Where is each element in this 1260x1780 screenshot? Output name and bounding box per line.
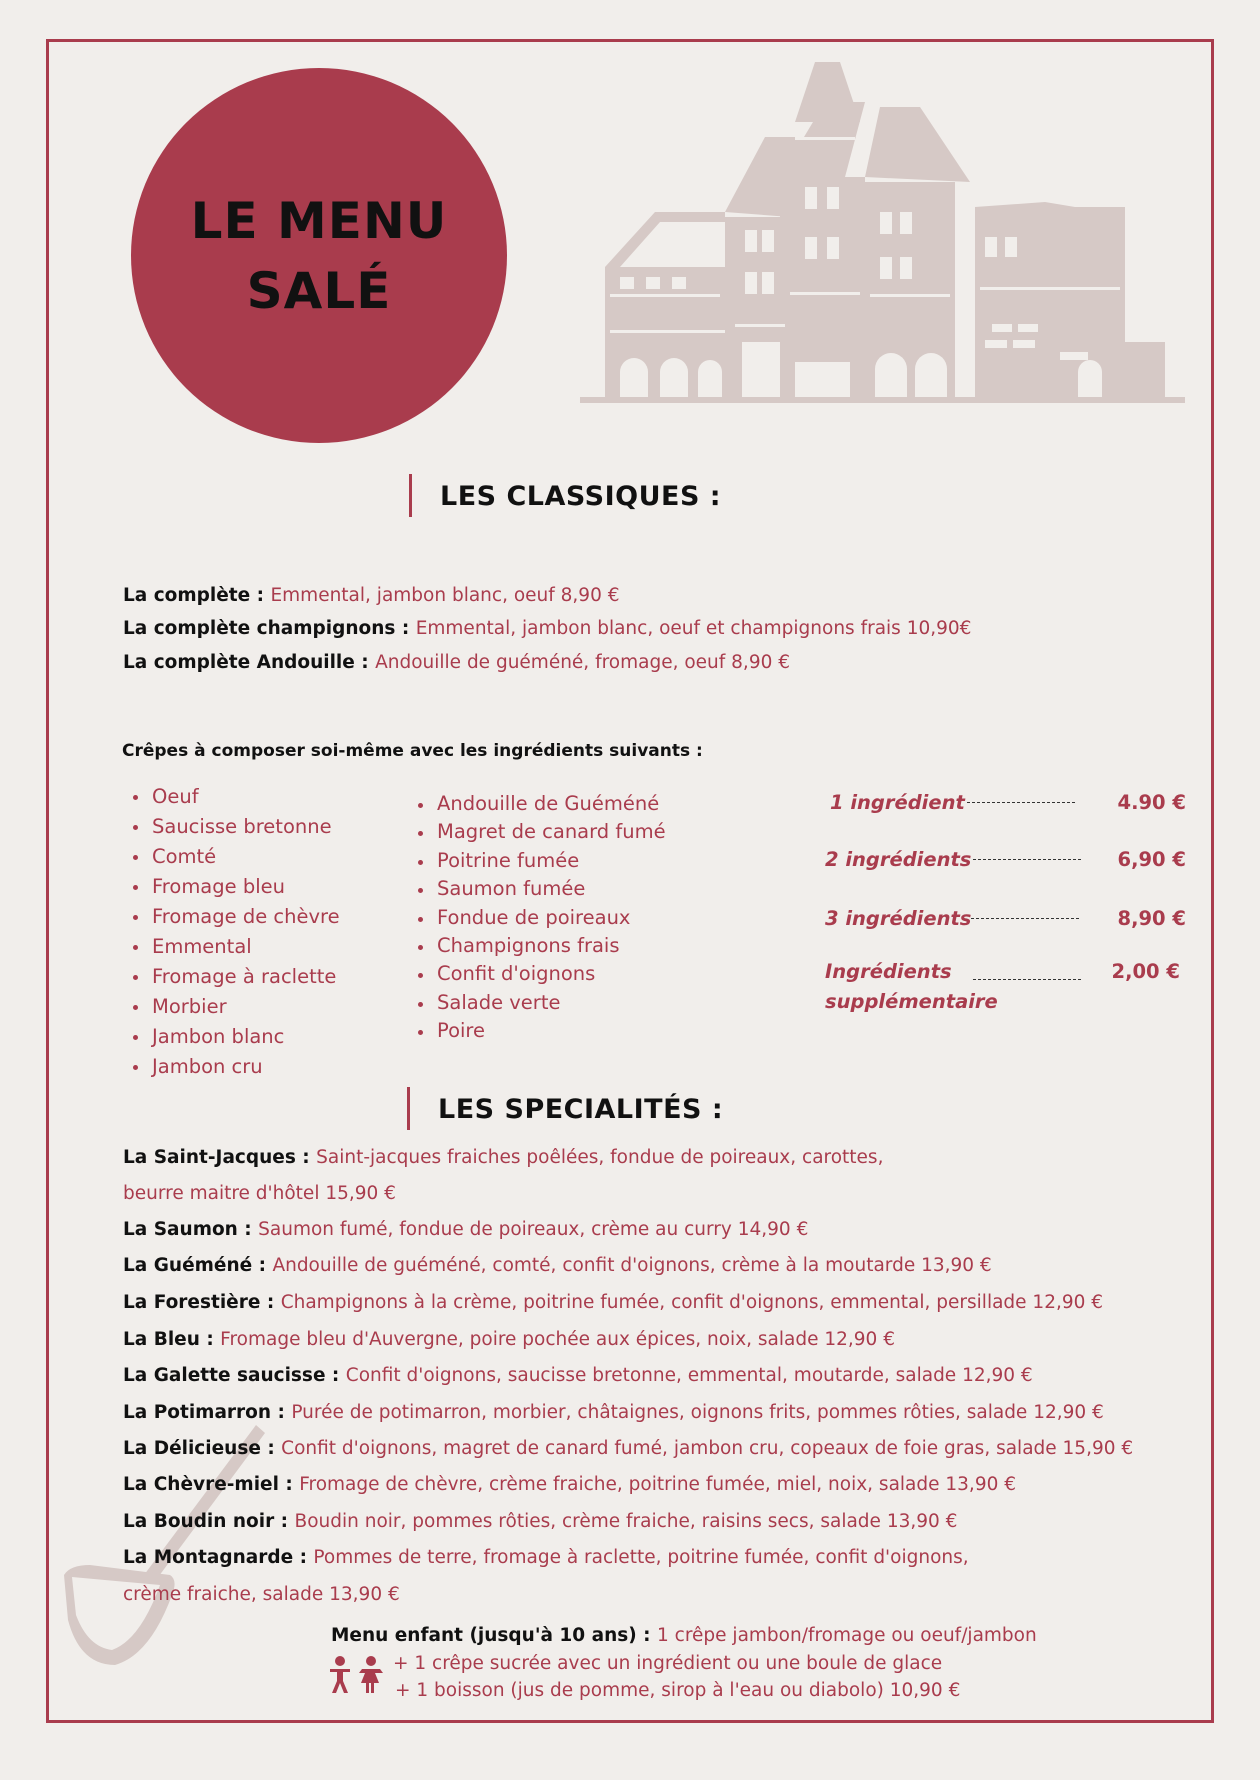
specialite-item: La Saumon : Saumon fumé, fondue de poireaux, crème au curry 14,90 € xyxy=(123,1219,809,1240)
price-row xyxy=(820,788,1190,818)
price-row xyxy=(820,904,1190,934)
section-title-specialites: LES SPECIALITÉS : xyxy=(438,1094,723,1125)
specialite-item: La Guéméné : Andouille de guéméné, comté, confit d'oignons, crème à la moutarde 13,90 € xyxy=(123,1255,992,1276)
price-value: 2,00 € xyxy=(1111,960,1180,983)
ingredient-item: Magret de canard fumé xyxy=(409,818,666,846)
specialite-item: La Galette saucisse : Confit d'oignons, saucisse bretonne, emmental, moutarde, salade 12,90 € xyxy=(123,1365,1033,1386)
ingredient-item: Champignons frais xyxy=(409,932,666,960)
menu-enfant-line1: Menu enfant (jusqu'à 10 ans) : 1 crêpe jambon/fromage ou oeuf/jambon xyxy=(331,1625,1037,1646)
menu-enfant-line3: + 1 boisson (jus de pomme, sirop à l'eau ou diabolo) 10,90 € xyxy=(395,1680,961,1701)
ingredient-item: Jambon blanc xyxy=(124,1022,340,1052)
specialite-item: La Montagnarde : Pommes de terre, fromage à raclette, poitrine fumée, confit d'oignons, xyxy=(123,1547,969,1568)
specialite-item: La Saint-Jacques : Saint-jacques fraiches poêlées, fondue de poireaux, carottes, xyxy=(123,1147,884,1168)
ingredient-list-1 xyxy=(124,782,340,1082)
ingredient-item: Oeuf xyxy=(124,782,340,812)
specialite-item: La Boudin noir : Boudin noir, pommes rôties, crème fraiche, raisins secs, salade 13,90 € xyxy=(123,1511,958,1532)
price-value: 4.90 € xyxy=(1117,791,1186,814)
section-divider xyxy=(409,474,412,517)
ingredient-item: Salade verte xyxy=(409,989,666,1017)
section-title-classiques: LES CLASSIQUES : xyxy=(440,481,721,512)
ingredient-item: Confit d'oignons xyxy=(409,960,666,988)
compose-title: Crêpes à composer soi-même avec les ingrédients suivants : xyxy=(122,741,703,761)
specialite-item: beurre maitre d'hôtel 15,90 € xyxy=(123,1183,396,1204)
classique-item: La complète champignons : Emmental, jambon blanc, oeuf et champignons frais 10,90€ xyxy=(123,618,972,639)
specialite-item: crème fraiche, salade 13,90 € xyxy=(123,1584,400,1605)
menu-title-line1: LE MENU xyxy=(190,191,448,250)
section-divider xyxy=(407,1087,410,1130)
price-label-line2: supplémentaire xyxy=(825,990,998,1013)
price-value: 8,90 € xyxy=(1117,907,1186,930)
specialite-item: La Potimarron : Purée de potimarron, morbier, châtaignes, oignons frits, pommes rôties, salade 12,90 € xyxy=(123,1402,1104,1423)
kids-icon xyxy=(326,1655,390,1695)
price-label: 1 ingrédient xyxy=(830,791,965,814)
price-value: 6,90 € xyxy=(1117,848,1186,871)
price-label: 3 ingrédients xyxy=(825,907,972,930)
ingredient-item: Andouille de Guéméné xyxy=(409,790,666,818)
ingredient-item: Fromage bleu xyxy=(124,872,340,902)
ingredient-item: Poire xyxy=(409,1017,666,1045)
ingredient-item: Fondue de poireaux xyxy=(409,904,666,932)
menu-title-line2: SALÉ xyxy=(246,261,392,320)
menu-enfant-line2: + 1 crêpe sucrée avec un ingrédient ou une boule de glace xyxy=(393,1653,943,1674)
price-dash xyxy=(973,979,1081,980)
price-dash xyxy=(967,802,1075,803)
price-label: Ingrédients xyxy=(825,960,952,983)
price-label: 2 ingrédients xyxy=(825,848,972,871)
ingredient-list-2 xyxy=(409,790,666,1046)
ingredient-item: Emmental xyxy=(124,932,340,962)
price-dash xyxy=(973,859,1081,860)
price-row xyxy=(820,957,1190,1017)
ingredient-item: Comté xyxy=(124,842,340,872)
ingredient-item: Jambon cru xyxy=(124,1052,340,1082)
ingredient-item: Saumon fumée xyxy=(409,875,666,903)
classique-item: La complète Andouille : Andouille de guéméné, fromage, oeuf 8,90 € xyxy=(123,652,791,673)
price-dash xyxy=(971,918,1079,919)
ingredient-item: Saucisse bretonne xyxy=(124,812,340,842)
ingredient-item: Fromage à raclette xyxy=(124,962,340,992)
specialite-item: La Bleu : Fromage bleu d'Auvergne, poire pochée aux épices, noix, salade 12,90 € xyxy=(123,1329,895,1350)
ingredient-item: Morbier xyxy=(124,992,340,1022)
price-row xyxy=(820,845,1190,875)
ingredient-item: Poitrine fumée xyxy=(409,847,666,875)
specialite-item: La Délicieuse : Confit d'oignons, magret de canard fumé, jambon cru, copeaux de foie gras, salade 15,90 € xyxy=(123,1438,1134,1459)
castle-illustration xyxy=(580,62,1185,407)
title-circle xyxy=(131,68,507,443)
specialite-item: La Forestière : Champignons à la crème, poitrine fumée, confit d'oignons, emmental, persillade 12,90 € xyxy=(123,1292,1104,1313)
specialite-item: La Chèvre-miel : Fromage de chèvre, crème fraiche, poitrine fumée, miel, noix, salade 13,90 € xyxy=(123,1474,1017,1495)
classique-item: La complète : Emmental, jambon blanc, oeuf 8,90 € xyxy=(123,585,620,606)
ingredient-item: Fromage de chèvre xyxy=(124,902,340,932)
